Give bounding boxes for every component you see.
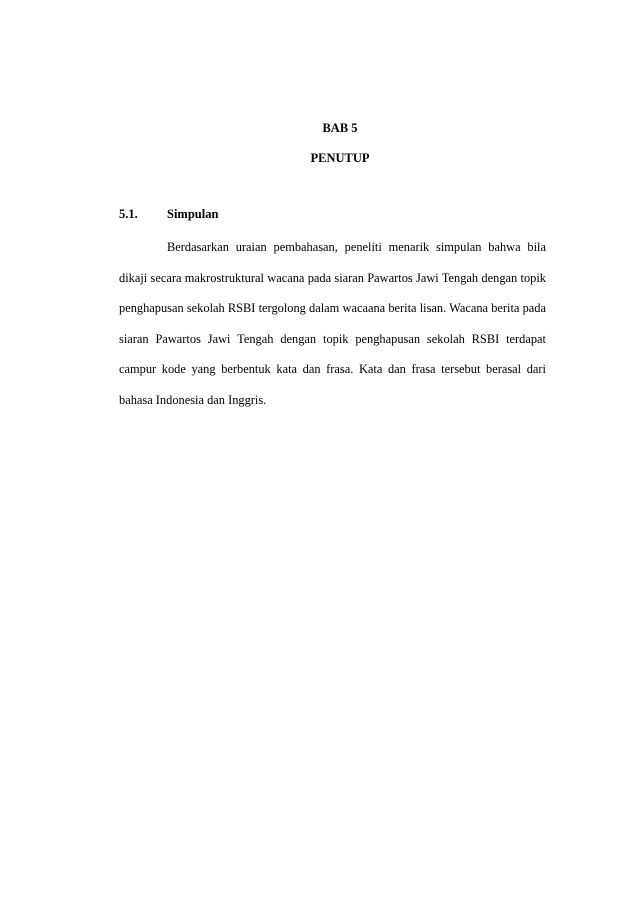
body-paragraph: Berdasarkan uraian pembahasan, peneliti menarik simpulan bahwa bila dikaji secara makrostruktural wacana pada siaran Pawartos Jawi Tengah dengan topik penghapusan sekolah RSBI tergolong dalam wacaana berita lisan. Wacana berita pada siaran Pawartos Jawi Tengah dengan topik penghapusan sekolah RSBI terdapat campur kode yang berbentuk kata dan frasa. Kata dan frasa tersebut berasal dari bahasa Indonesia dan Inggris. [119, 240, 546, 407]
section-heading [119, 207, 218, 222]
section-title: Simpulan [167, 207, 219, 221]
chapter-number: BAB 5 [322, 121, 358, 135]
chapter-title: PENUTUP [310, 151, 370, 165]
section-number: 5.1. [119, 207, 138, 221]
